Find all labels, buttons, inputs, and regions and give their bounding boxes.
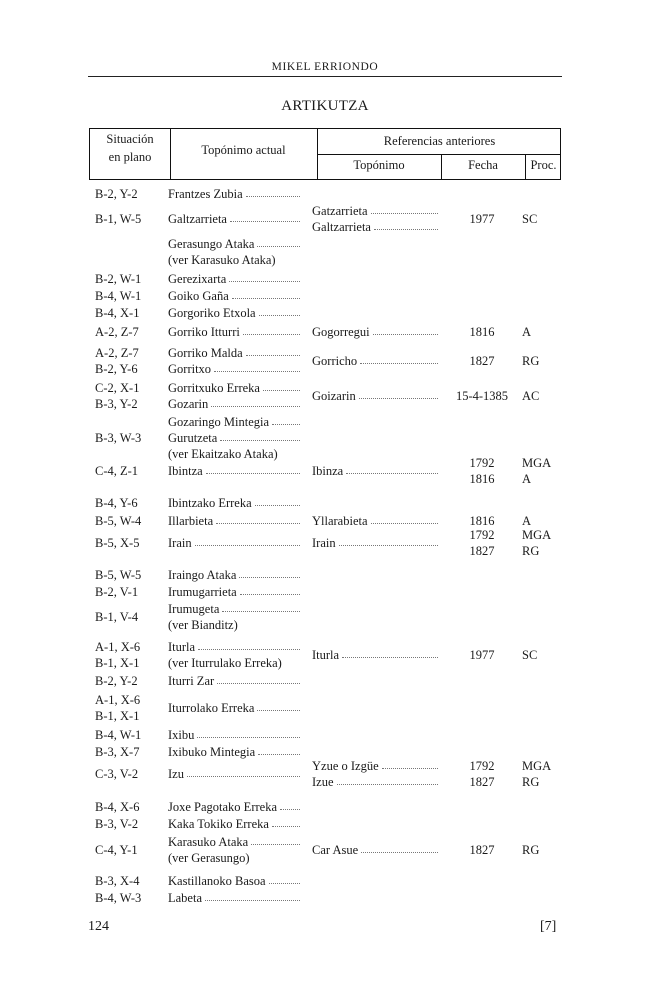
fecha-cell: 1816	[469, 325, 495, 339]
toponimo-referencia-cell-text: Yllarabieta	[312, 514, 368, 528]
header-toponimo-actual: Topónimo actual	[201, 143, 286, 157]
leader-dots	[187, 766, 300, 777]
header-toponimo: Topónimo	[353, 158, 405, 172]
toponimo-actual-cell	[168, 211, 300, 228]
leader-dots	[272, 816, 300, 827]
toponimo-referencia-cell	[312, 353, 438, 370]
toponimo-actual-cell	[168, 567, 300, 584]
fecha-cell: 1827	[469, 354, 495, 368]
situacion-cell: B-3, W-3	[95, 431, 142, 445]
leader-dots	[373, 324, 438, 335]
toponimo-actual-text: Gerasungo Ataka	[168, 237, 255, 251]
toponimo-actual-text: (ver Karasuko Ataka)	[168, 253, 276, 267]
toponimo-referencia-cell	[312, 758, 438, 775]
toponimo-actual-cell	[168, 700, 300, 717]
leader-dots	[255, 495, 300, 506]
toponimo-actual-cell	[168, 361, 300, 378]
toponimo-actual-text: Iturla	[168, 640, 196, 654]
toponimo-actual-cell	[168, 744, 300, 761]
toponimo-referencia-cell	[312, 463, 438, 480]
header-situacion-line2: en plano	[108, 150, 152, 164]
toponimo-actual-text: Iraingo Ataka	[168, 568, 237, 582]
toponimo-referencia-cell	[312, 647, 438, 664]
proc-cell: SC	[522, 212, 538, 226]
proc-cell: RG	[522, 544, 540, 558]
toponimo-actual-cell	[168, 655, 300, 672]
leader-dots	[239, 567, 300, 578]
toponimo-actual-text: Kaka Tokiko Erreka	[168, 817, 269, 831]
fecha-cell: 1827	[469, 843, 495, 857]
toponimo-actual-cell	[168, 463, 300, 480]
toponimo-actual-cell	[168, 535, 300, 552]
situacion-cell: B-2, Y-2	[95, 674, 138, 688]
toponimo-actual-cell	[168, 601, 300, 618]
situacion-cell: B-3, Y-2	[95, 397, 138, 411]
toponimo-actual-text: (ver Bianditz)	[168, 618, 238, 632]
toponimo-actual-cell	[168, 324, 300, 341]
toponimo-actual-text: Ixibu	[168, 728, 195, 742]
toponimo-actual-cell	[168, 873, 300, 890]
header-situacion-line1: Situación	[106, 132, 154, 146]
toponimo-actual-text: Karasuko Ataka	[168, 835, 249, 849]
leader-dots	[339, 535, 438, 546]
fecha-cell: 1827	[469, 544, 495, 558]
leader-dots	[361, 842, 438, 853]
toponimo-referencia-cell	[312, 535, 438, 552]
page-number: 124	[88, 919, 109, 934]
folio-number: [7]	[540, 919, 557, 934]
proc-cell: RG	[522, 354, 540, 368]
proc-cell: RG	[522, 775, 540, 789]
leader-dots	[211, 396, 300, 407]
situacion-cell: B-3, X-7	[95, 745, 140, 759]
section-title: ARTIKUTZA	[281, 98, 369, 114]
proc-cell: A	[522, 472, 532, 486]
toponimo-actual-cell	[168, 890, 300, 907]
toponimo-actual-text: (ver Ekaitzako Ataka)	[168, 447, 278, 461]
leader-dots	[360, 353, 438, 364]
leader-dots	[337, 774, 438, 785]
toponimo-actual-text: Gorritxo	[168, 362, 212, 376]
toponimo-referencia-cell	[312, 513, 438, 530]
toponimo-actual-cell	[168, 414, 300, 431]
toponimo-referencia-cell-text: Gorricho	[312, 354, 358, 368]
toponimo-actual-text: Ixibuko Mintegia	[168, 745, 256, 759]
toponimo-actual-cell	[168, 288, 300, 305]
leader-dots	[243, 324, 300, 335]
fecha-cell: 1816	[469, 514, 495, 528]
situacion-cell: B-5, X-5	[95, 536, 140, 550]
leader-dots	[198, 639, 300, 650]
toponimo-actual-text: Izu	[168, 767, 184, 781]
toponimo-actual-cell	[168, 799, 300, 816]
leader-dots	[272, 414, 300, 425]
situacion-cell: B-1, X-1	[95, 656, 140, 670]
leader-dots	[259, 305, 300, 316]
toponimo-referencia-cell-text: Gogorregui	[312, 325, 370, 339]
toponimo-actual-cell	[168, 639, 300, 656]
toponimo-referencia-cell-text: Gatzarrieta	[312, 204, 368, 218]
situacion-cell: B-4, W-1	[95, 728, 142, 742]
leader-dots	[258, 744, 300, 755]
toponimo-actual-text: Irumugeta	[168, 602, 220, 616]
toponimo-actual-text: Irain	[168, 536, 192, 550]
proc-cell: RG	[522, 843, 540, 857]
leader-dots	[232, 288, 300, 299]
proc-cell: AC	[522, 389, 540, 403]
fecha-cell: 15-4-1385	[455, 389, 509, 403]
toponimo-actual-cell	[168, 446, 300, 463]
leader-dots	[257, 700, 300, 711]
toponimo-actual-cell	[168, 380, 300, 397]
leader-dots	[240, 584, 300, 595]
toponimo-actual-text: Frantzes Zubia	[168, 187, 243, 201]
toponimo-referencia-cell	[312, 388, 438, 405]
leader-dots	[197, 727, 300, 738]
situacion-cell: B-2, W-1	[95, 272, 142, 286]
situacion-cell: B-4, X-6	[95, 800, 140, 814]
toponimo-actual-text: Gurutzeta	[168, 431, 218, 445]
toponimo-referencia-cell	[312, 774, 438, 791]
fecha-cell: 1816	[469, 472, 495, 486]
leader-dots	[257, 236, 300, 247]
leader-dots	[371, 513, 438, 524]
leader-dots	[342, 647, 438, 658]
toponimo-actual-cell	[168, 345, 300, 362]
toponimo-actual-cell	[168, 252, 300, 269]
toponimo-actual-text: Gozarin	[168, 397, 209, 411]
situacion-cell: A-1, X-6	[95, 693, 141, 707]
situacion-cell: B-2, Y-2	[95, 187, 138, 201]
fecha-cell: 1977	[469, 648, 495, 662]
toponimo-actual-text: Gozaringo Mintegia	[168, 415, 270, 429]
leader-dots	[251, 834, 300, 845]
leader-dots	[263, 380, 300, 391]
leader-dots	[230, 211, 300, 222]
leader-dots	[269, 873, 300, 884]
situacion-cell: A-2, Z-7	[95, 346, 139, 360]
leader-dots	[280, 799, 300, 810]
leader-dots	[346, 463, 438, 474]
toponimo-actual-text: Galtzarrieta	[168, 212, 227, 226]
situacion-cell: C-4, Z-1	[95, 464, 139, 478]
situacion-cell: B-4, X-1	[95, 306, 140, 320]
toponimo-actual-text: Joxe Pagotako Erreka	[168, 800, 277, 814]
toponimo-actual-cell	[168, 271, 300, 288]
leader-dots	[229, 271, 300, 282]
situacion-cell: B-1, W-5	[95, 212, 142, 226]
situacion-cell: B-3, X-4	[95, 874, 140, 888]
header-fecha: Fecha	[468, 158, 498, 172]
situacion-cell: A-1, X-6	[95, 640, 141, 654]
fecha-cell: 1792	[469, 456, 495, 470]
toponimo-actual-cell	[168, 513, 300, 530]
toponimo-actual-text: Iturri Zar	[168, 674, 215, 688]
leader-dots	[374, 219, 438, 230]
toponimo-actual-cell	[168, 495, 300, 512]
toponimo-actual-cell	[168, 617, 300, 634]
toponimo-actual-cell	[168, 396, 300, 413]
proc-cell: A	[522, 325, 532, 339]
toponimo-actual-text: Gerezixarta	[168, 272, 227, 286]
toponimo-referencia-cell-text: Ibinza	[312, 464, 344, 478]
proc-cell: SC	[522, 648, 538, 662]
leader-dots	[195, 535, 300, 546]
leader-dots	[382, 758, 438, 769]
toponimo-actual-cell	[168, 186, 300, 203]
toponimo-referencia-cell-text: Goizarin	[312, 389, 356, 403]
toponimo-actual-cell	[168, 584, 300, 601]
toponimo-actual-cell	[168, 236, 300, 253]
proc-cell: A	[522, 514, 532, 528]
toponimo-referencia-cell-text: Izue	[312, 775, 334, 789]
toponimo-actual-text: Kastillanoko Basoa	[168, 874, 266, 888]
leader-dots	[216, 513, 300, 524]
toponimo-referencia-cell	[312, 842, 438, 859]
toponimo-actual-text: Labeta	[168, 891, 203, 905]
situacion-cell: C-2, X-1	[95, 381, 140, 395]
header-referencias: Referencias anteriores	[383, 134, 496, 148]
toponimo-referencia-cell	[312, 324, 438, 341]
toponimo-referencia-cell	[312, 203, 438, 220]
situacion-cell: B-2, Y-6	[95, 362, 138, 376]
toponimo-actual-text: Gorriko Itturri	[168, 325, 240, 339]
fecha-cell: 1827	[469, 775, 495, 789]
toponimo-referencia-cell-text: Galtzarrieta	[312, 220, 371, 234]
situacion-cell: B-3, V-2	[95, 817, 139, 831]
toponimo-actual-cell	[168, 834, 300, 851]
toponimo-actual-text: Irumugarrieta	[168, 585, 237, 599]
toponimo-actual-text: Gorgoriko Etxola	[168, 306, 256, 320]
proc-cell: MGA	[522, 759, 552, 773]
toponimo-actual-cell	[168, 430, 300, 447]
leader-dots	[246, 345, 300, 356]
leader-dots	[246, 186, 300, 197]
toponimo-actual-text: Gorriko Malda	[168, 346, 243, 360]
toponimo-actual-text: (ver Gerasungo)	[168, 851, 250, 865]
situacion-cell: B-4, W-3	[95, 891, 142, 905]
leader-dots	[359, 388, 438, 399]
leader-dots	[371, 203, 438, 214]
situacion-cell: A-2, Z-7	[95, 325, 139, 339]
toponimo-actual-text: Iturrolako Erreka	[168, 701, 255, 715]
toponimo-actual-cell	[168, 305, 300, 322]
leader-dots	[222, 601, 300, 612]
situacion-cell: B-1, X-1	[95, 709, 140, 723]
fecha-cell: 1792	[469, 528, 495, 542]
leader-dots	[220, 430, 300, 441]
situacion-cell: B-4, W-1	[95, 289, 142, 303]
toponimo-actual-cell	[168, 673, 300, 690]
situacion-cell: B-5, W-4	[95, 514, 142, 528]
leader-dots	[205, 890, 300, 901]
situacion-cell: B-5, W-5	[95, 568, 142, 582]
toponimo-actual-cell	[168, 850, 300, 867]
toponimo-actual-text: Goiko Gaña	[168, 289, 229, 303]
proc-cell: MGA	[522, 456, 552, 470]
toponimo-referencia-cell-text: Yzue o Izgüe	[312, 759, 379, 773]
fecha-cell: 1977	[469, 212, 495, 226]
toponimo-actual-text: Ibintza	[168, 464, 203, 478]
situacion-cell: C-4, Y-1	[95, 843, 138, 857]
toponimo-actual-cell	[168, 816, 300, 833]
toponimo-referencia-cell-text: Iturla	[312, 648, 340, 662]
toponimo-actual-text: (ver Iturrulako Erreka)	[168, 656, 282, 670]
situacion-cell: C-3, V-2	[95, 767, 139, 781]
situacion-cell: B-4, Y-6	[95, 496, 138, 510]
toponimo-referencia-cell-text: Car Asue	[312, 843, 359, 857]
toponimo-actual-text: Illarbieta	[168, 514, 214, 528]
toponimo-actual-cell	[168, 766, 300, 783]
toponimo-actual-text: Gorritxuko Erreka	[168, 381, 260, 395]
leader-dots	[217, 673, 300, 684]
toponimo-actual-cell	[168, 727, 300, 744]
running-head: MIKEL ERRIONDO	[271, 61, 379, 73]
toponimo-referencia-cell-text: Irain	[312, 536, 336, 550]
leader-dots	[214, 361, 300, 372]
header-proc: Proc.	[530, 158, 557, 172]
leader-dots	[206, 463, 300, 474]
situacion-cell: B-1, V-4	[95, 610, 139, 624]
proc-cell: MGA	[522, 528, 552, 542]
fecha-cell: 1792	[469, 759, 495, 773]
situacion-cell: B-2, V-1	[95, 585, 139, 599]
toponimo-actual-text: Ibintzako Erreka	[168, 496, 252, 510]
toponimo-referencia-cell	[312, 219, 438, 236]
